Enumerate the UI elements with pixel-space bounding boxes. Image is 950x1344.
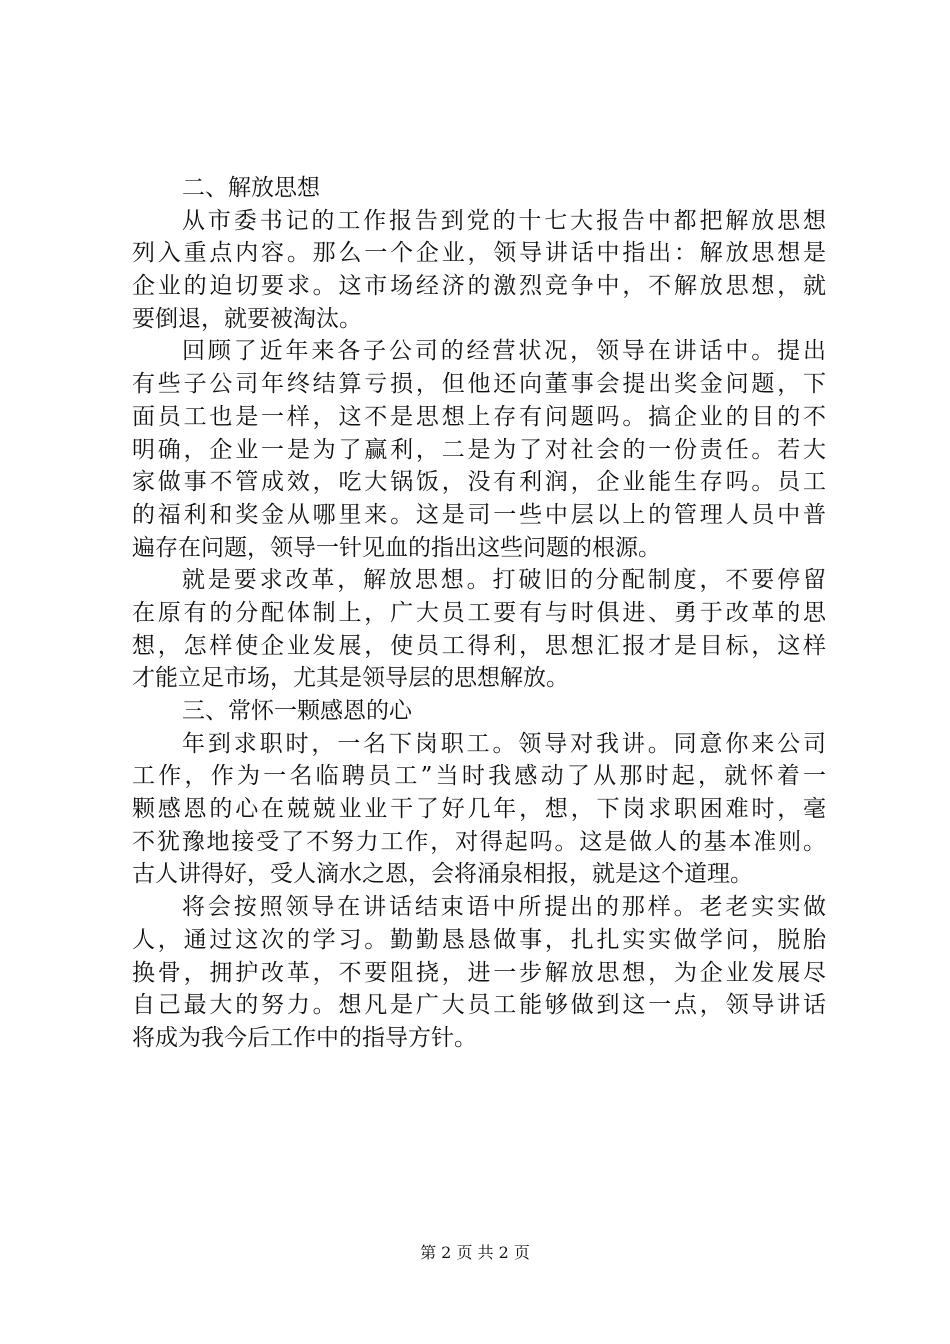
text-line: 工作，作为一名临聘员工”当时我感动了从那时起，就怀着一 [132,763,826,790]
text-line: 颗感恩的心在兢兢业业干了好几年，想，下岗求职困难时，毫 [132,796,826,823]
text-line: 二、解放思想 [182,175,320,201]
text-line: 将会按照领导在讲话结束语中所提出的那样。老老实实做 [182,894,826,921]
text-line: 换骨，拥护改革，不要阻挠，进一步解放思想，为企业发展尽 [132,959,826,986]
text-line: 有些子公司年终结算亏损，但他还向董事会提出奖金问题，下 [132,371,826,398]
text-line: 遍存在问题，领导一针见血的指出这些问题的根源。 [132,534,661,561]
text-line: 古人讲得好，受人滴水之恩，会将涌泉相报，就是这个道理。 [132,861,753,888]
text-line: 将成为我今后工作中的指导方针。 [132,1024,477,1051]
text-line: 的福利和奖金从哪里来。这是司一些中层以上的管理人员中普 [132,501,826,528]
text-line: 年到求职时，一名下岗职工。领导对我讲。同意你来公司 [182,730,826,757]
text-line: 不犹豫地接受了不努力工作，对得起吗。这是做人的基本准则。 [132,828,826,855]
text-line: 自己最大的努力。想凡是广大员工能够做到这一点，领导讲话 [132,992,826,1019]
text-line: 三、常怀一颗感恩的心 [182,698,412,724]
text-line: 在原有的分配体制上，广大员工要有与时俱进、勇于改革的思 [132,599,826,626]
text-line: 明确，企业一是为了赢利，二是为了对社会的一份责任。若大 [132,436,826,463]
text-line: 才能立足市场，尤其是领导层的思想解放。 [132,665,569,692]
text-line: 就是要求改革，解放思想。打破旧的分配制度，不要停留 [182,567,826,594]
text-line: 从市委书记的工作报告到党的十七大报告中都把解放思想 [182,207,826,234]
text-line: 人，通过这次的学习。勤勤恳恳做事，扎扎实实做学问，脱胎 [132,926,826,953]
text-line: 回顾了近年来各子公司的经营状况，领导在讲话中。提出 [182,338,826,365]
text-line: 列入重点内容。那么一个企业，领导讲话中指出：解放思想是 [132,240,826,267]
document-body [132,172,832,1055]
text-line: 想，怎样使企业发展，使员工得利，思想汇报才是目标，这样 [132,632,826,659]
text-line: 企业的迫切要求。这市场经济的激烈竞争中，不解放思想，就 [132,273,826,300]
page-footer: 第 2 页 共 2 页 [420,1243,530,1262]
text-line: 家做事不管成效，吃大锅饭，没有利润，企业能生存吗。员工 [132,469,826,496]
text-line: 要倒退，就要被淘汰。 [132,305,362,332]
text-line: 面员工也是一样，这不是思想上存有问题吗。搞企业的目的不 [132,403,826,430]
